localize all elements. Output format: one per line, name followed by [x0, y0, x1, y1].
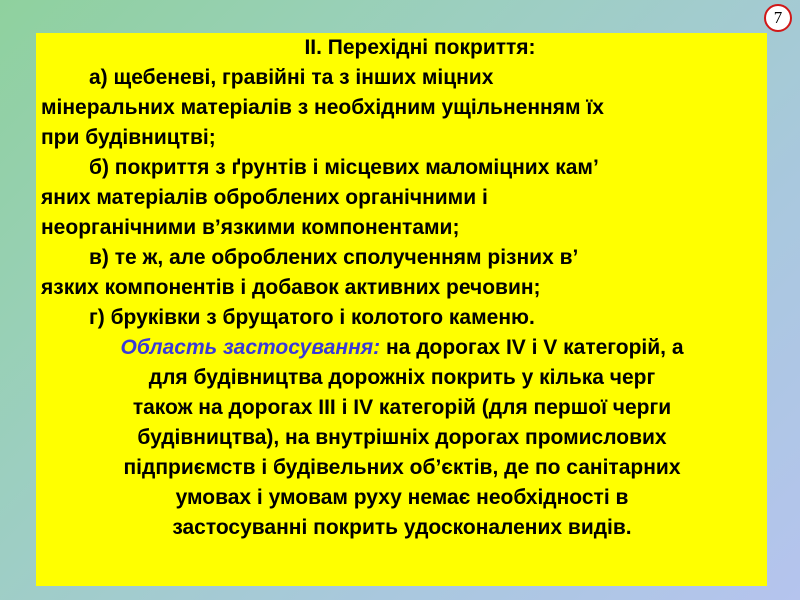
page-number-badge: 7: [764, 4, 792, 32]
item-a-line-2: мінеральних матеріалів з необхідним ущільненням їх: [41, 96, 604, 119]
application-label: Область застосування:: [120, 336, 381, 359]
application-line-4: будівництва), на внутрішніх дорогах промислових: [137, 426, 667, 449]
slide-text-box: [36, 33, 767, 586]
item-c-line-2: язких компонентів і добавок активних речовин;: [41, 276, 541, 299]
item-a-line-1: а) щебеневі, гравійні та з інших міцних: [89, 66, 494, 89]
section-heading: ІІ. Перехідні покриття:: [304, 36, 536, 59]
item-c-line-1: в) те ж, але оброблених сполученням різних в’: [89, 246, 579, 269]
item-b-line-3: неорганічними в’язкими компонентами;: [41, 216, 460, 239]
application-first-line-text: на дорогах IV і V категорій, а: [380, 336, 684, 359]
application-first-line: [41, 333, 763, 363]
item-b-line-2: яних матеріалів оброблених органічними і: [41, 186, 488, 209]
application-line-3: також на дорогах ІІІ і IV категорій (для першої черги: [132, 396, 672, 419]
item-d-line-1: г) бруківки з брущатого і колотого каменю.: [89, 306, 535, 329]
application-line-6: умовах і умовам руху немає необхідності в: [175, 486, 629, 509]
application-line-7: застосуванні покрить удосконалених видів.: [172, 516, 632, 539]
application-line-2: для будівництва дорожніх покрить у кілька черг: [148, 366, 656, 389]
application-line-5: підприємств і будівельних об’єктів, де по санітарних: [123, 456, 681, 479]
slide-content: [41, 33, 763, 543]
item-a-line-3: при будівництві;: [41, 126, 216, 149]
item-b-line-1: б) покриття з ґрунтів і місцевих маломіцних кам’: [89, 156, 599, 179]
